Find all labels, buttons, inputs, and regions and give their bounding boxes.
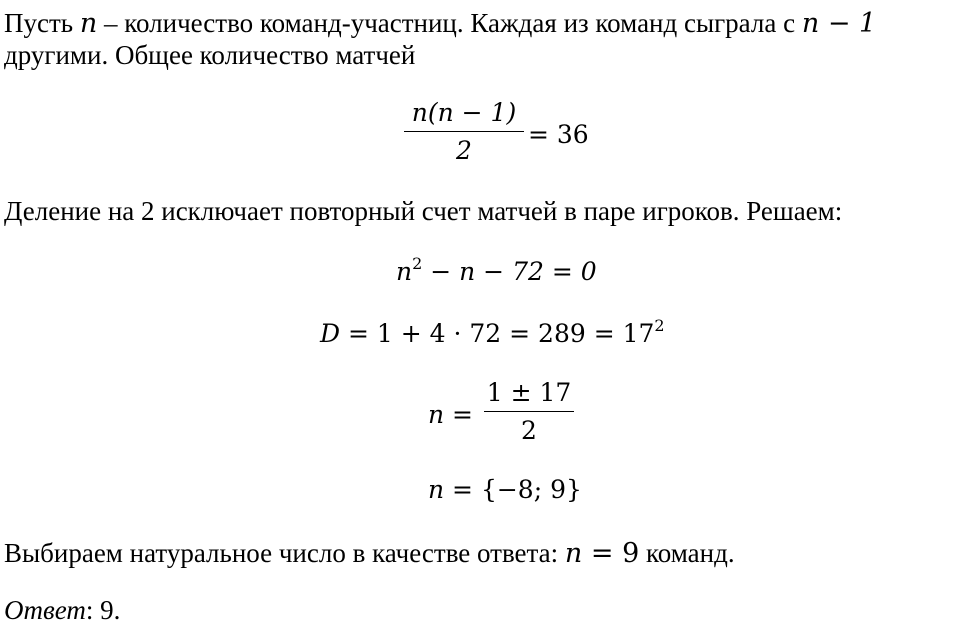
answer-value: : 9. xyxy=(85,595,121,625)
eq4-fraction xyxy=(484,380,574,443)
explain-line xyxy=(4,198,842,225)
n-minus-one: n − 1 xyxy=(801,8,877,39)
eq5 xyxy=(428,477,582,502)
eq1-fraction-bar xyxy=(404,131,524,132)
var-n: n xyxy=(79,8,98,39)
intro-line-1 xyxy=(4,10,876,37)
eq2 xyxy=(396,254,597,286)
intro-text-2: – количество команд-участниц. Каждая из команд сыграла с xyxy=(97,8,802,38)
eq4-lhs: n xyxy=(428,400,445,429)
eq4-fraction-bar xyxy=(484,411,574,412)
eq3-mid: = 1 + 4 · 72 = 289 = 17 xyxy=(340,319,655,348)
explain-text: Деление на 2 исключает повторный счет матчей в паре игроков. Решаем: xyxy=(4,196,843,226)
choose-text-1: Выбираем натуральное число в качестве ответа: xyxy=(4,538,565,568)
eq4-left xyxy=(428,402,473,427)
answer-label: Ответ xyxy=(4,595,86,625)
choose-var-n: n xyxy=(564,538,583,569)
eq1-denominator: 2 xyxy=(456,136,472,165)
eq2-exp: 2 xyxy=(412,254,423,273)
eq2-base: n xyxy=(396,257,413,286)
eq1-fraction xyxy=(404,100,524,163)
eq4-numerator: 1 ± 17 xyxy=(486,378,572,407)
eq5-rest: = {−8; 9} xyxy=(444,475,582,504)
intro-text-3: другими. Общее количество матчей xyxy=(4,40,416,70)
intro-text-1: Пусть xyxy=(4,8,80,38)
eq4-eq: = xyxy=(444,400,474,429)
choose-line xyxy=(4,540,735,567)
eq3-lhs: D xyxy=(320,319,341,348)
intro-line-2 xyxy=(4,42,415,69)
eq3 xyxy=(320,316,665,348)
choose-eq: = 9 xyxy=(582,538,640,569)
choose-text-2: команд. xyxy=(639,538,735,568)
eq4-denominator: 2 xyxy=(521,416,537,445)
eq1-rhs xyxy=(528,122,589,147)
answer-line xyxy=(4,597,120,624)
eq1-numerator: n(n − 1) xyxy=(411,98,517,127)
eq2-rest: − n − 72 = 0 xyxy=(422,257,597,286)
eq1-rhs-text: = 36 xyxy=(528,120,589,149)
eq5-lhs: n xyxy=(428,475,445,504)
eq3-exp: 2 xyxy=(654,316,665,335)
